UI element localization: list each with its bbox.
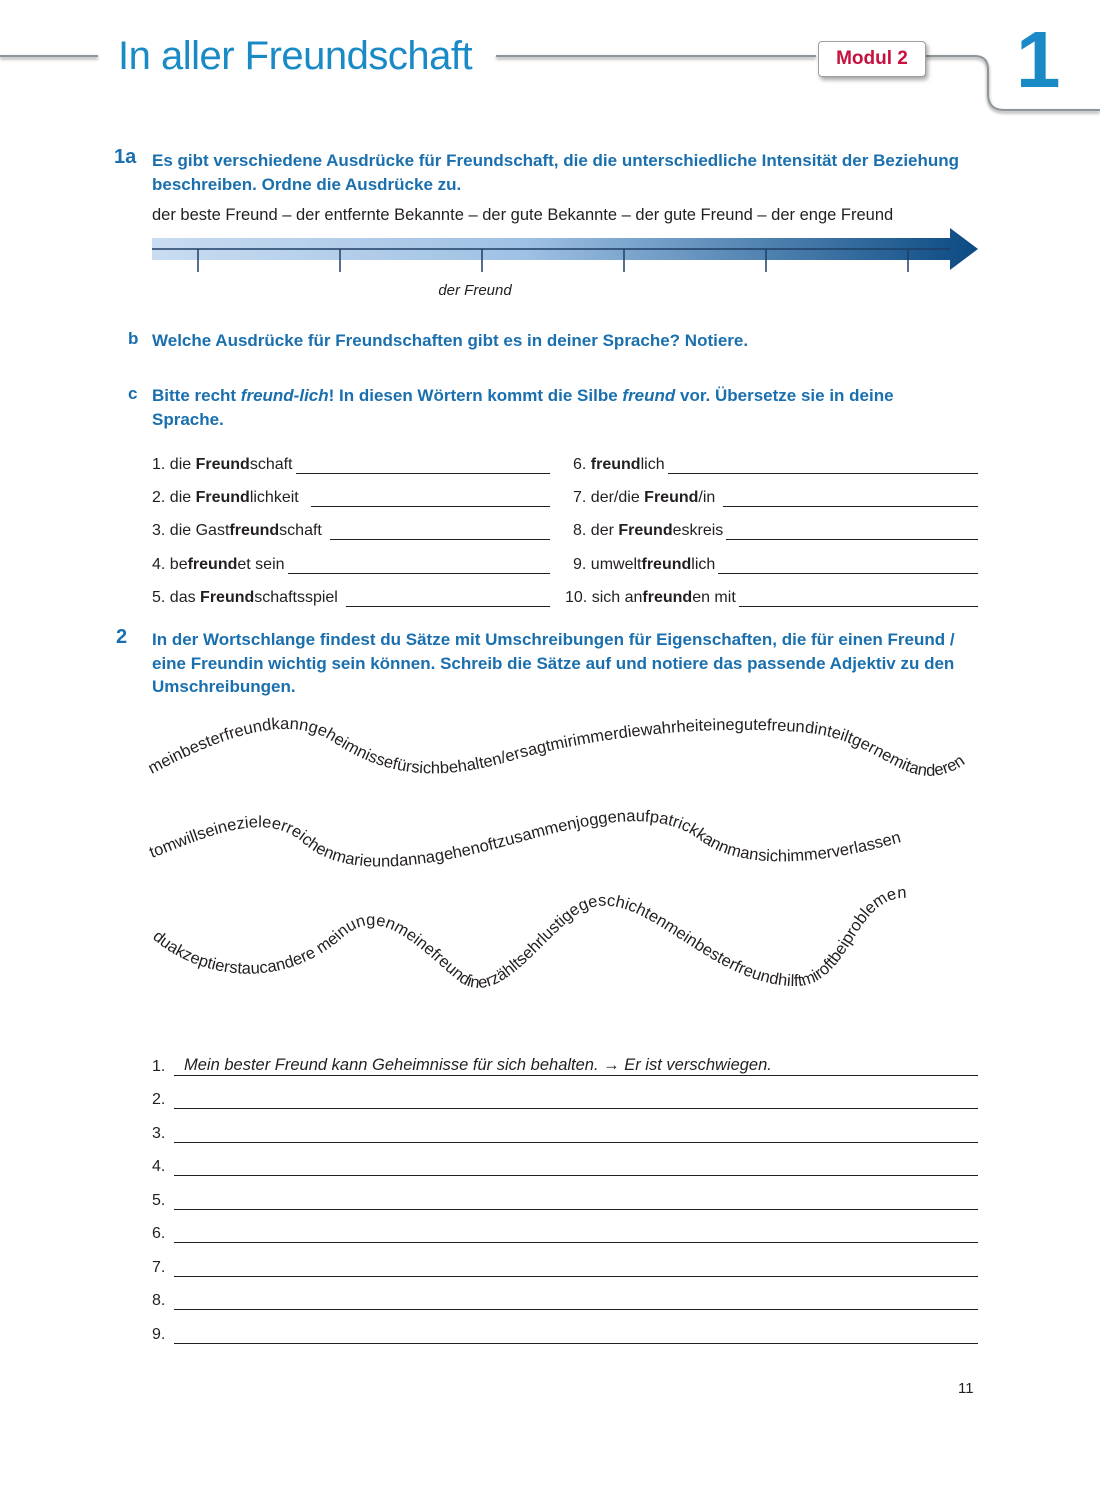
answer-row-8 bbox=[152, 1286, 978, 1310]
translation-input-line[interactable] bbox=[330, 521, 550, 540]
page-title: In aller Freundschaft bbox=[118, 34, 473, 78]
answer-row-4 bbox=[152, 1152, 978, 1176]
translation-input-line[interactable] bbox=[739, 588, 978, 607]
chapter-number: 1 bbox=[1016, 15, 1061, 104]
translation-term: 2. die Freundlichkeit bbox=[152, 489, 299, 506]
translation-item-10 bbox=[565, 585, 978, 607]
answer-row-9 bbox=[152, 1320, 978, 1344]
answer-row-3 bbox=[152, 1119, 978, 1143]
translation-input-line[interactable] bbox=[346, 588, 550, 607]
answer-number: 3. bbox=[152, 1125, 166, 1142]
answer-input-line[interactable] bbox=[174, 1121, 978, 1143]
scale-label: der Freund bbox=[438, 282, 512, 299]
answer-number: 5. bbox=[152, 1192, 166, 1209]
answer-input-line[interactable] bbox=[174, 1087, 978, 1109]
translation-item-8 bbox=[573, 518, 978, 540]
translation-term: 8. der Freundeskreis bbox=[573, 522, 724, 539]
answer-input-line[interactable] bbox=[174, 1188, 978, 1210]
translation-item-5 bbox=[152, 585, 550, 607]
answer-input-line[interactable]: Mein bester Freund kann Geheimnisse für sich behalten. → Er ist verschwiegen. bbox=[174, 1054, 978, 1076]
page-number: 11 bbox=[958, 1380, 974, 1397]
translation-input-line[interactable] bbox=[296, 455, 551, 474]
translation-input-line[interactable] bbox=[668, 455, 978, 474]
translation-item-4 bbox=[152, 552, 550, 574]
answer-input-line[interactable] bbox=[174, 1255, 978, 1277]
translation-term: 10. sich anfreunden mit bbox=[565, 589, 736, 606]
answer-number: 8. bbox=[152, 1292, 166, 1309]
translation-term: 5. das Freundschaftsspiel bbox=[152, 589, 338, 606]
translation-input-line[interactable] bbox=[726, 521, 978, 540]
task-2-instruction: In der Wortschlange findest du Sätze mit Umschreibungen für Eigenschaften, die für einen Freund / eine Freundin wichtig sein können. Schreib die Sätze auf und notiere das passende Adjektiv zu den Umschreibungen. bbox=[152, 630, 955, 696]
answer-input-line[interactable] bbox=[174, 1322, 978, 1344]
translation-item-1 bbox=[152, 452, 550, 474]
translation-item-7 bbox=[573, 485, 978, 507]
modul-badge: Modul 2 bbox=[818, 41, 926, 77]
word-snake bbox=[0, 690, 1100, 1020]
translation-item-6 bbox=[573, 452, 978, 474]
translation-term: 9. umweltfreundlich bbox=[573, 556, 716, 573]
answer-row-5 bbox=[152, 1186, 978, 1210]
answer-number: 4. bbox=[152, 1158, 166, 1175]
task-1b-instruction: Welche Ausdrücke für Freundschaften gibt es in deiner Sprache? Notiere. bbox=[152, 331, 749, 350]
translation-item-3 bbox=[152, 518, 550, 540]
task-1a-instruction: Es gibt verschiedene Ausdrücke für Freundschaft, die die unterschiedliche Intensität der Beziehung beschreiben. Ordne die Ausdrücke zu. bbox=[152, 151, 960, 194]
answer-number: 7. bbox=[152, 1259, 166, 1276]
translation-term: 7. der/die Freund/in bbox=[573, 489, 716, 506]
answer-number: 2. bbox=[152, 1091, 166, 1108]
translation-term: 4. befreundet sein bbox=[152, 556, 285, 573]
task-1b-label: b bbox=[128, 329, 139, 348]
answer-row-2 bbox=[152, 1085, 978, 1109]
expressions-list: der beste Freund – der entfernte Bekannte – der gute Bekannte – der gute Freund – der enge Freund bbox=[152, 206, 894, 224]
answer-row-1 bbox=[152, 1052, 978, 1076]
translation-term: 1. die Freundschaft bbox=[152, 456, 293, 473]
answer-row-7 bbox=[152, 1253, 978, 1277]
translation-term: 6. freundlich bbox=[573, 456, 665, 473]
task-2-label: 2 bbox=[116, 626, 128, 648]
answer-number: 9. bbox=[152, 1326, 166, 1343]
translation-input-line[interactable] bbox=[723, 488, 978, 507]
answer-row-6 bbox=[152, 1219, 978, 1243]
translation-item-9 bbox=[573, 552, 978, 574]
intensity-scale bbox=[150, 226, 990, 276]
task-1a-label bbox=[114, 146, 136, 169]
translation-item-2 bbox=[152, 485, 550, 507]
task-1a-label-text: 1a bbox=[114, 146, 137, 168]
translation-input-line[interactable] bbox=[311, 488, 550, 507]
task-1c-label: c bbox=[128, 384, 138, 403]
translation-term: 3. die Gastfreundschaft bbox=[152, 522, 322, 539]
answer-input-line[interactable] bbox=[174, 1288, 978, 1310]
translation-input-line[interactable] bbox=[288, 555, 550, 574]
translation-input-line[interactable] bbox=[718, 555, 978, 574]
answer-number: 6. bbox=[152, 1225, 166, 1242]
answer-input-line[interactable] bbox=[174, 1221, 978, 1243]
snake-line-1: meinbesterfreundkanngeheimnissefürsichbehalten/ersagtmirimmerdiewahrheiteinegutefreundinteiltgernemitanderen bbox=[145, 714, 968, 780]
task-1c-instruction: Bitte recht freund-lich! In diesen Wörtern kommt die Silbe freund vor. Übersetze sie in deine Sprache. bbox=[152, 386, 894, 429]
answer-number: 1. bbox=[152, 1058, 166, 1075]
snake-line-3: duakzeptierstaucandere meinungenmeinefreundinerzähltsehrlustigegeschichtenmeinbesterfreundhilftmiroftbeiproblemen bbox=[149, 883, 907, 993]
snake-line-2: tomwillseinezieleerreichenmarieundannagehenoftzusammenjoggenaufpatrickkannmansichimmerverlassen bbox=[146, 807, 903, 871]
answer-input-line[interactable] bbox=[174, 1154, 978, 1176]
